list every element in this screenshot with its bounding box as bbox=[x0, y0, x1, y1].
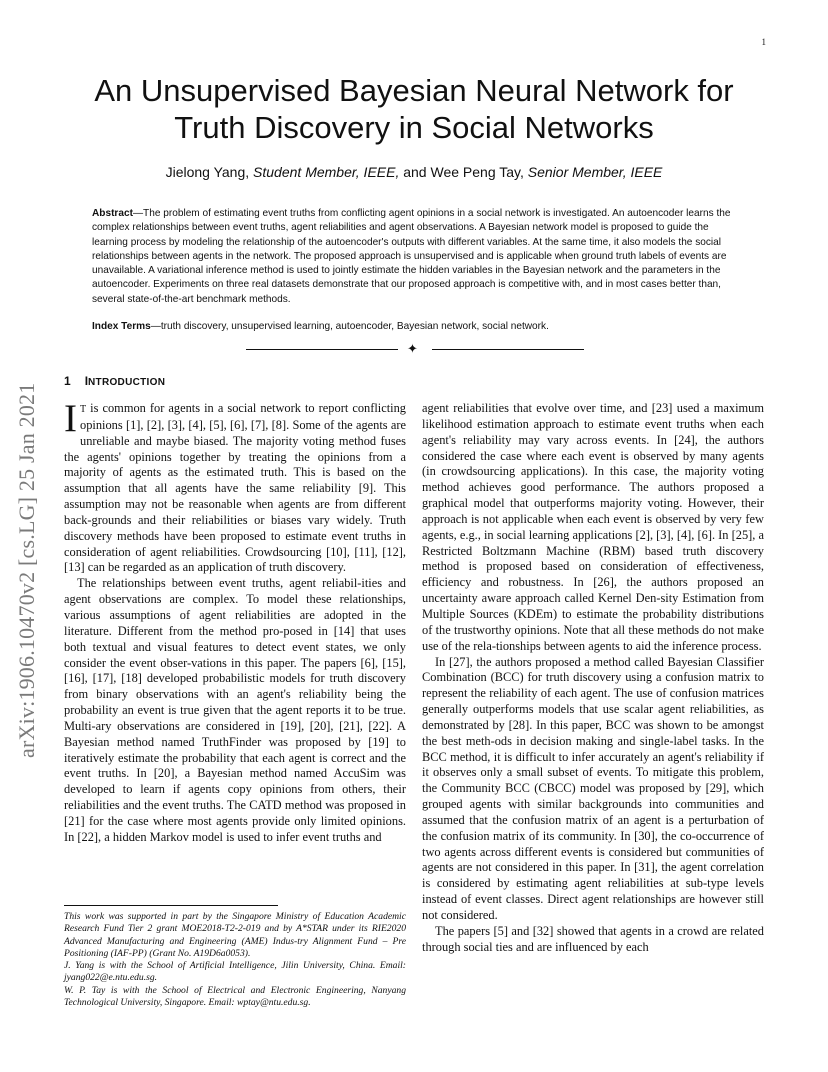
author-2-membership: Senior Member, IEEE bbox=[527, 164, 663, 180]
intro-paragraph-4: In [27], the authors proposed a method called Bayesian Classifier Combination (BCC) for truth discovery using a confusion matrix to represent the reliability of each agent. The use of confusion matrices generally outperforms models that use scalar agent reliabilities, as demonstrated by [28]. In this paper, BCC was shown to be amongst the best meth-ods in decision making and single-label tasks. In the BCC method, it is difficult to infer accurately an agent's reliability if it observes only a small subset of events. To mitigate this problem, the Community BCC (CBCC) model was proposed by [29], which grouped agents with similar backgrounds into communities and assumed that the confusion matrix of an agent is a perturbation of the confusion matrix of its community. In [30], the co-occurrence of two agents across different events is considered but communities of agents are not considered in this paper. In [31], the agent correlation is considered by estimating agent reliabilities at sub-type levels instead of event classes. Direct agent relationships are however still not considered. bbox=[422, 654, 764, 922]
footnote-funding: This work was supported in part by the Singapore Ministry of Education Academic Research Fund Tier 2 grant MOE2018-T2-2-019 and by A*STAR under its RIE2020 Advanced Manufacturing and Engineering (AME) Indus-try Alignment Fund – Pre Positioning (IAF-PP) (Grant No. A19D6a0053). bbox=[64, 911, 406, 959]
index-terms-text: —truth discovery, unsupervised learning, autoencoder, Bayesian network, social network. bbox=[150, 321, 549, 332]
intro-lead-smallcaps: T bbox=[80, 404, 87, 415]
index-terms bbox=[92, 320, 736, 334]
title-line-1: An Unsupervised Bayesian Neural Network for bbox=[94, 73, 734, 108]
abstract-label: Abstract bbox=[92, 208, 133, 219]
divider-rule-right bbox=[432, 349, 584, 350]
left-column bbox=[64, 397, 406, 846]
abstract-text: —The problem of estimating event truths from conflicting agent opinions in a social network is investigated. An autoencoder learns the complex relationships between event truths, agent reliabilities and agent observations. A Bayesian network model is proposed to guide the learning process by modeling the relationship of the autoencoder's outputs with different variables. At the same time, it also models the social relationships between agents in the network. The proposed approach is unsupervised and is applicable when ground truth labels of events are unavailable. A variational inference method is used to jointly estimate the hidden variables in the Bayesian network and the parameters in the autoencoder. Experiments on three real datasets demonstrate that our proposed approach is competitive with, and in most cases better than, several state-of-the-art benchmark methods. bbox=[92, 208, 731, 305]
intro-paragraph-1-text: is common for agents in a social network to report conflicting opinions [1], [2], [3], [4], [5], [6], [7], [8]. Some of the agents are unreliable and maybe biased. The majority voting method fuses the agents' opinions together by treating the opinions from a majority of agents as the estimated truth. This is based on the assumption that all agents have the same reliability [9]. This assumption may not be reasonable when agents are from different back-grounds and their reliabilities or biases vary widely. Truth discovery methods have been proposed to estimate event truths in consideration of agent reliabilities. Crowdsourcing [10], [11], [12], [13] can be regarded as an application of truth discovery. bbox=[64, 401, 406, 575]
footnote-rule bbox=[64, 905, 278, 906]
right-column bbox=[422, 401, 764, 956]
author-2: and Wee Peng Tay, bbox=[403, 164, 524, 180]
abstract bbox=[92, 207, 736, 307]
footnote-affiliation-1: J. Yang is with the School of Artificial Intelligence, Jilin University, China. Email: jyang022@e.ntu.edu.sg. bbox=[64, 960, 406, 984]
title-line-2: Truth Discovery in Social Networks bbox=[174, 110, 654, 145]
author-line bbox=[60, 164, 768, 180]
divider-rule-left bbox=[246, 349, 398, 350]
author-1-membership: Student Member, IEEE, bbox=[253, 164, 400, 180]
section-divider bbox=[246, 342, 584, 357]
arxiv-identifier-stamp: arXiv:1906.10470v2 [cs.LG] 25 Jan 2021 bbox=[14, 382, 39, 758]
intro-paragraph-2: The relationships between event truths, agent reliabil-ities and agent observations are complex. To model these relationships, various assumptions of agent reliabilities are adopted in the literature. Different from the method pro-posed in [14] that uses both textual and visual features to detect event states, we only consider the event obser-vations in this paper. The papers [6], [15], [16], [17], [18] developed probabilistic models for truth discovery from binary observations with an agent's reliability being the probability an event is true given that the agent reports it to be true. Multi-ary observations are considered in [19], [20], [21], [22]. A Bayesian method named TruthFinder was proposed by [19] to iteratively estimate the probability that each agent is correct and the event truths. In [20], a Bayesian method named AccuSim was developed to learn if agents copy opinions from others, their reliabilities and the event truths. The CATD method was proposed in [21] for the case where most agents provide only limited opinions. In [22], a hidden Markov model is used to infer event truths and bbox=[64, 576, 406, 844]
section-number: 1 bbox=[64, 374, 71, 388]
section-title-rest: NTRODUCTION bbox=[88, 377, 166, 388]
divider-star-icon: ✦ bbox=[407, 342, 418, 357]
intro-paragraph-3: agent reliabilities that evolve over time, and [23] used a maximum likelihood estimation approach to estimate event truths when each agent's reliability may vary across events. In [24], the authors considered the case where each event is observed by many agents (in crowdsourcing applications). In this case, the majority voting method achieves good performance. The authors proposed a graphical model that outperforms majority voting. However, their approach is not applicable when each event is observed by very few agents, e.g., in social learning applications [2], [3], [4], [6]. In [25], a Restricted Boltzmann Machine (RBM) based truth discovery method is proposed based on consideration of effectiveness, efficiency and robustness. In [26], the authors proposed an uncertainty aware approach called Kernel Den-sity Estimation from Multiple Sources (KDEm) to estimate the probability distributions of the trustworthy opinions. Note that all these methods do not make use of the rela-tionships between agents to aid the inference process. bbox=[422, 401, 764, 653]
footnote-affiliation-2: W. P. Tay is with the School of Electrical and Electronic Engineering, Nanyang Technological University, Singapore. Email: wptay@ntu.edu.sg. bbox=[64, 984, 406, 1009]
paper-title bbox=[60, 72, 768, 146]
page-number: 1 bbox=[761, 37, 766, 47]
intro-paragraph-1 bbox=[64, 397, 406, 576]
footnotes bbox=[64, 911, 406, 1009]
section-heading-introduction bbox=[64, 374, 165, 388]
author-1: Jielong Yang, bbox=[165, 164, 250, 180]
index-terms-label: Index Terms bbox=[92, 321, 151, 332]
drop-cap: I bbox=[64, 397, 77, 440]
intro-paragraph-5: The papers [5] and [32] showed that agents in a crowd are related through social ties and are influenced by each bbox=[422, 923, 764, 954]
section-title-initial: I bbox=[84, 374, 89, 388]
